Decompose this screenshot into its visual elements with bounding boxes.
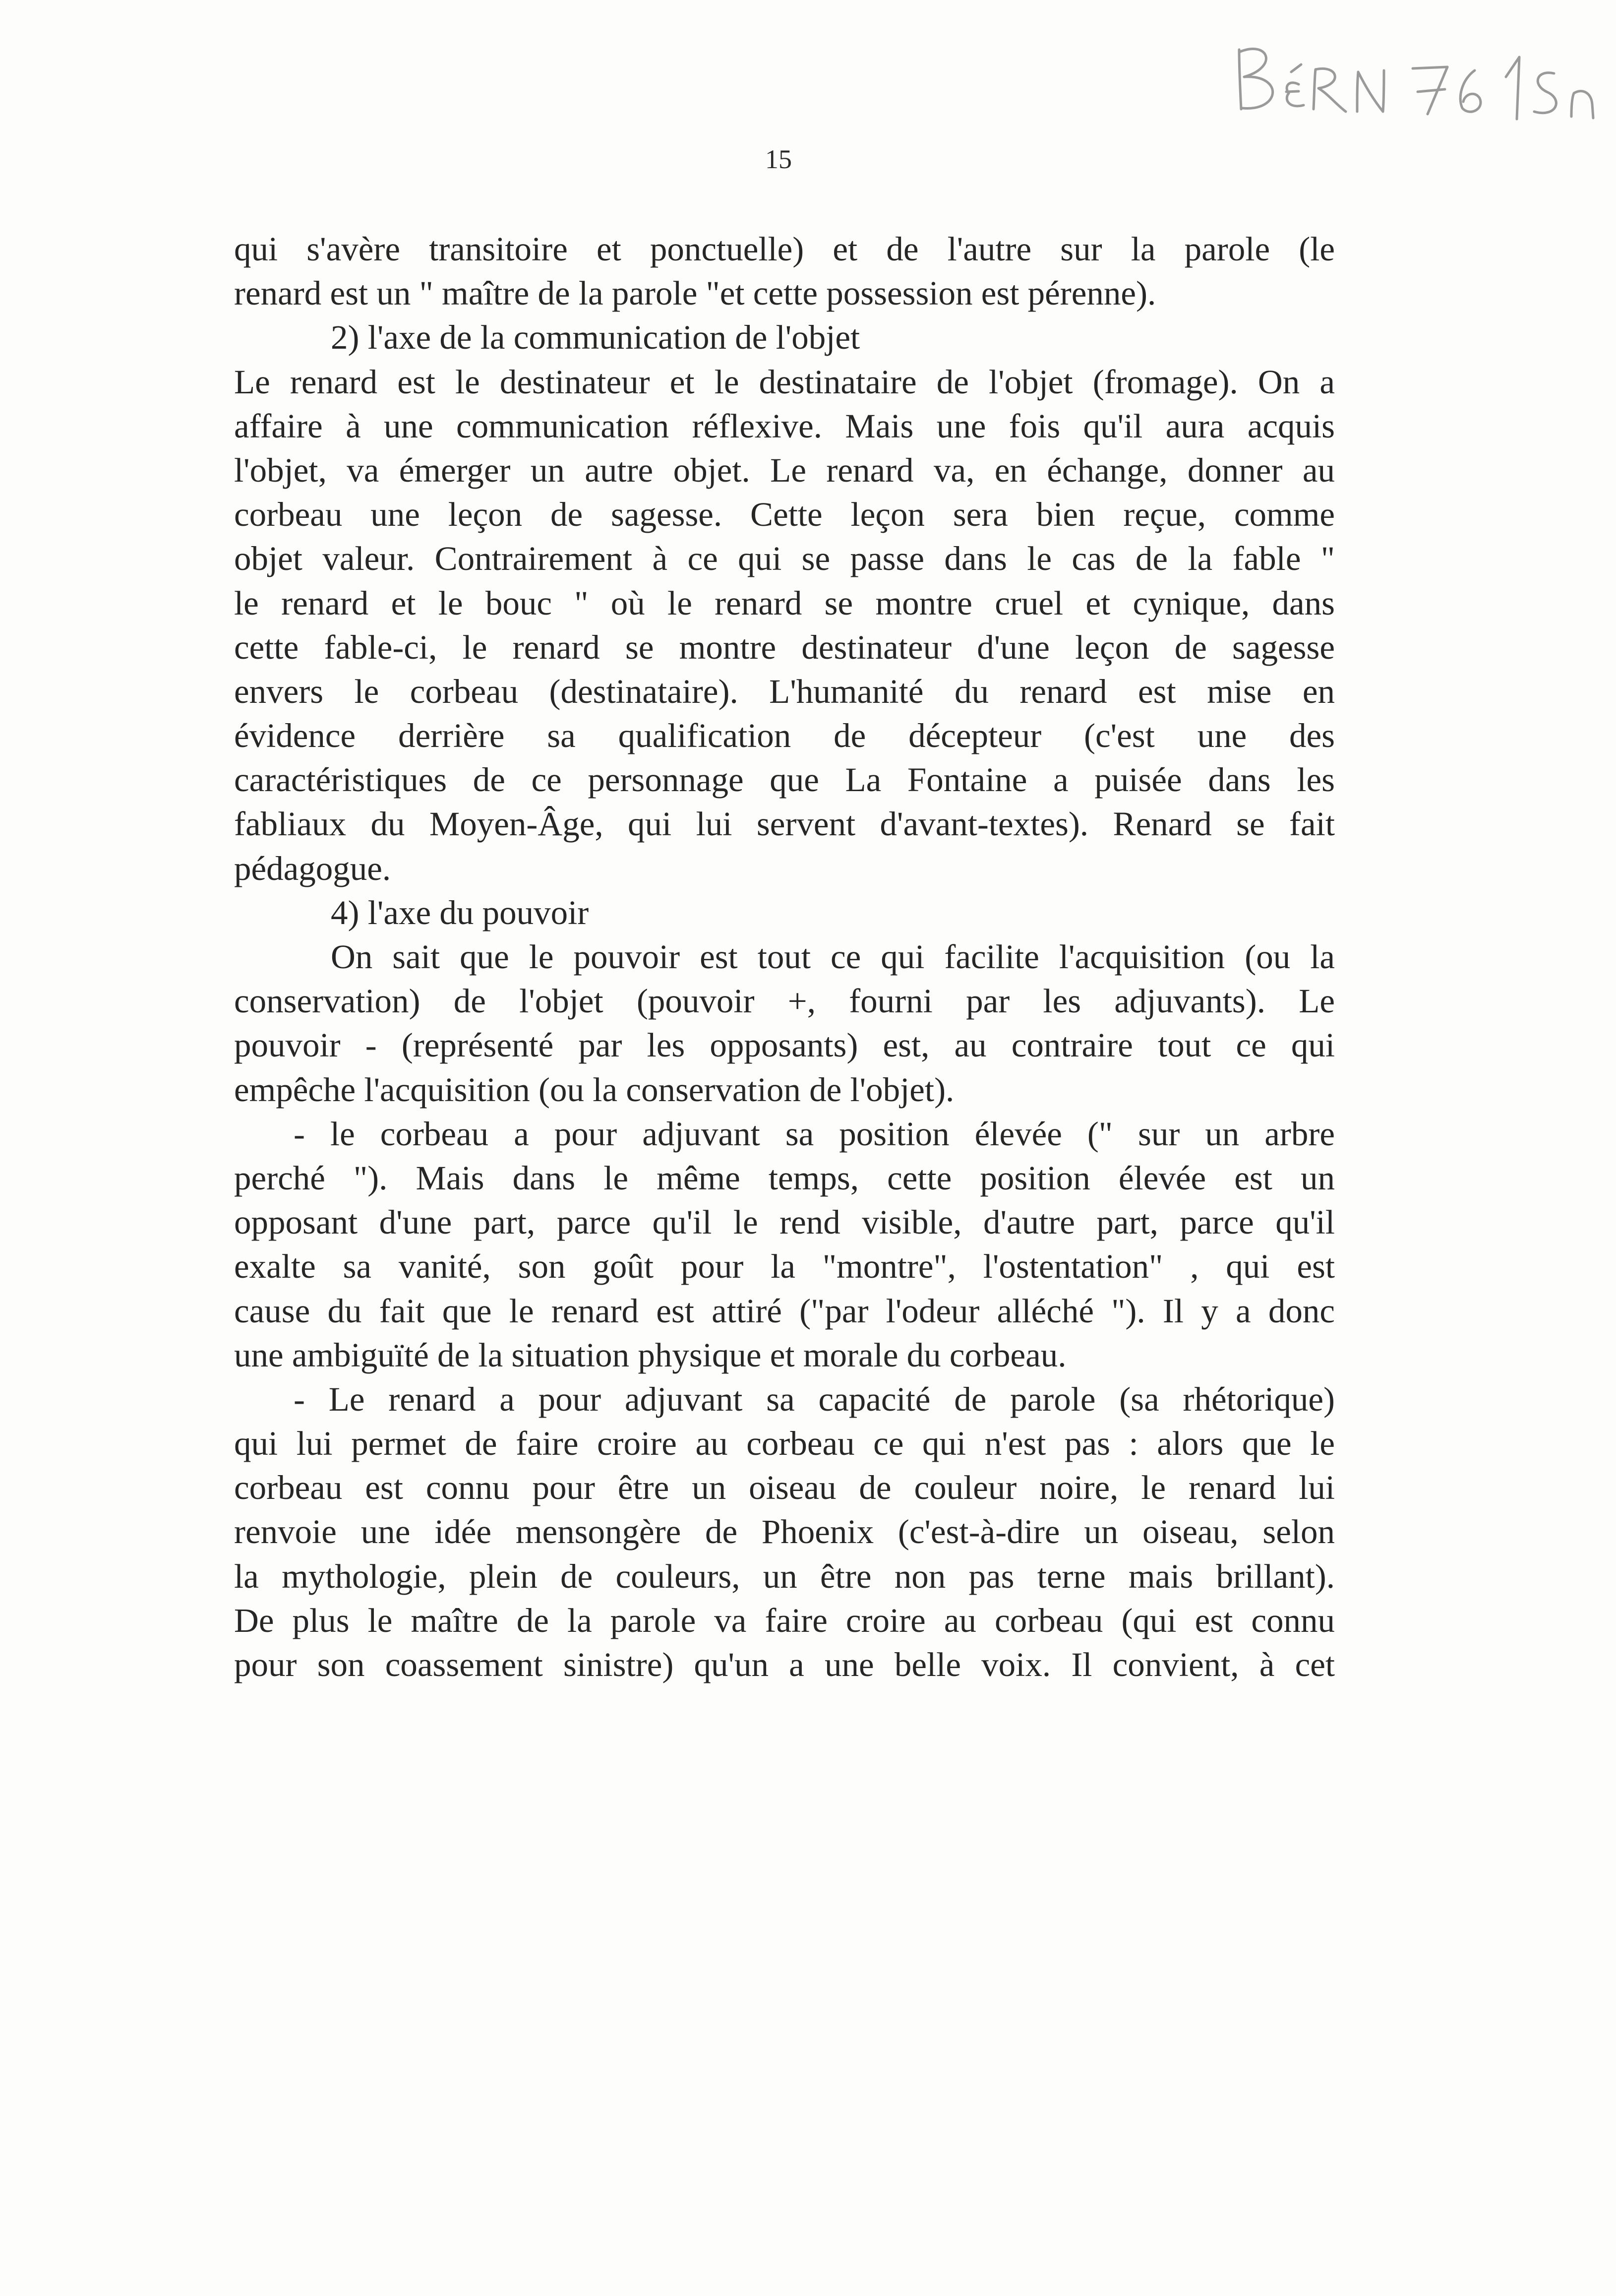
text-line: conservation) de l'objet (pouvoir +, fourni par les adjuvants). Le — [234, 982, 1335, 1020]
text-line: pour son coassement sinistre) qu'un a une belle voix. Il convient, à cet — [234, 1646, 1335, 1683]
text-line: Le renard est le destinateur et le destinataire de l'objet (fromage). On a — [234, 363, 1335, 401]
text-line: - le corbeau a pour adjuvant sa position élevée (" sur un arbre — [294, 1115, 1335, 1153]
text-line: une ambiguïté de la situation physique et morale du corbeau. — [234, 1336, 1067, 1374]
text-line: pédagogue. — [234, 849, 391, 887]
handwritten-annotation-drawing — [1224, 30, 1601, 129]
text-line: qui s'avère transitoire et ponctuelle) et de l'autre sur la parole (le — [234, 230, 1335, 268]
text-line: objet valeur. Contrairement à ce qui se passe dans le cas de la fable " — [234, 540, 1335, 578]
handwritten-annotation — [1224, 30, 1601, 129]
text-line: cette fable-ci, le renard se montre destinateur d'une leçon de sagesse — [234, 628, 1335, 666]
text-line: l'objet, va émerger un autre objet. Le renard va, en échange, donner au — [234, 451, 1335, 489]
text-line: - Le renard a pour adjuvant sa capacité de parole (sa rhétorique) — [294, 1380, 1335, 1418]
text-line: le renard et le bouc " où le renard se montre cruel et cynique, dans — [234, 584, 1335, 622]
text-line: cause du fait que le renard est attiré ("par l'odeur alléché "). Il y a donc — [234, 1292, 1335, 1330]
text-line: corbeau une leçon de sagesse. Cette leçon sera bien reçue, comme — [234, 496, 1335, 534]
text-line: 4) l'axe du pouvoir — [331, 893, 589, 931]
text-line: renard est un " maître de la parole "et cette possession est pérenne). — [234, 274, 1156, 312]
text-line: la mythologie, plein de couleurs, un être non pas terne mais brillant). — [234, 1557, 1335, 1595]
page-number: 15 — [765, 144, 792, 174]
text-line: envers le corbeau (destinataire). L'humanité du renard est mise en — [234, 672, 1335, 710]
text-line: exalte sa vanité, son goût pour la "montre", l'ostentation" , qui est — [234, 1247, 1335, 1286]
text-line: empêche l'acquisition (ou la conservation de l'objet). — [234, 1070, 955, 1109]
text-line: affaire à une communication réflexive. Mais une fois qu'il aura acquis — [234, 407, 1335, 445]
text-line: pouvoir - (représenté par les opposants) est, au contraire tout ce qui — [234, 1026, 1335, 1064]
text-line: opposant d'une part, parce qu'il le rend visible, d'autre part, parce qu'il — [234, 1203, 1335, 1241]
document-body — [234, 227, 1335, 1687]
text-line: fabliaux du Moyen-Âge, qui lui servent d'avant-textes). Renard se fait — [234, 805, 1335, 843]
text-line: De plus le maître de la parole va faire croire au corbeau (qui est connu — [234, 1601, 1335, 1639]
text-line: On sait que le pouvoir est tout ce qui facilite l'acquisition (ou la — [331, 938, 1335, 976]
text-line: 2) l'axe de la communication de l'objet — [331, 318, 860, 357]
text-line: perché "). Mais dans le même temps, cette position élevée est un — [234, 1159, 1335, 1197]
text-line: caractéristiques de ce personnage que La Fontaine a puisée dans les — [234, 761, 1335, 799]
text-line: qui lui permet de faire croire au corbeau ce qui n'est pas : alors que le — [234, 1425, 1335, 1463]
text-line: évidence derrière sa qualification de décepteur (c'est une des — [234, 717, 1335, 755]
text-line: renvoie une idée mensongère de Phoenix (c'est-à-dire un oiseau, selon — [234, 1513, 1335, 1551]
text-line: corbeau est connu pour être un oiseau de couleur noire, le renard lui — [234, 1469, 1335, 1507]
